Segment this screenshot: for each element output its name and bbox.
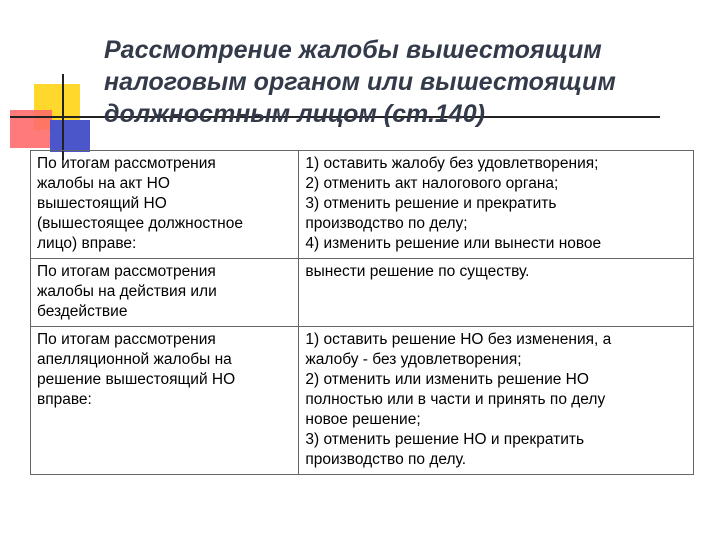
table-cell-right [299,259,694,327]
slide-title: Рассмотрение жалобы вышестоящим налоговым органом или вышестоящим должностным лицом (ст.140) [104,36,616,128]
cell-text: По итогам рассмотрения апелляционной жалобы на решение вышестоящий НО вправе: [37,331,236,408]
cell-text: вынести решение по существу. [305,263,530,280]
content-table [30,150,694,475]
table-cell-right [299,327,694,475]
cell-text: 1) оставить жалобу без удовлетворения; 2) отменить акт налогового органа; 3) отменить решение и прекратить производство по делу; 4) изменить решение или вынести новое [305,155,602,252]
decor-blue-square [50,120,90,152]
table-cell-left [31,327,299,475]
table-cell-left [31,259,299,327]
cell-text: По итогам рассмотрения жалобы на акт НО вышестоящий НО (вышестоящее должностное лицо) вправе: [37,155,243,252]
cell-text: 1) оставить решение НО без изменения, а жалобу - без удовлетворения; 2) отменить или изменить решение НО полностью или в части и принять по делу новое решение; 3) отменить решение НО и прекратить производство по делу. [305,331,612,468]
table-cell-left [31,151,299,259]
table-row [31,327,694,475]
table-row [31,151,694,259]
cell-text: По итогам рассмотрения жалобы на действия или бездействие [37,263,217,320]
table-cell-right [299,151,694,259]
table-row [31,259,694,327]
